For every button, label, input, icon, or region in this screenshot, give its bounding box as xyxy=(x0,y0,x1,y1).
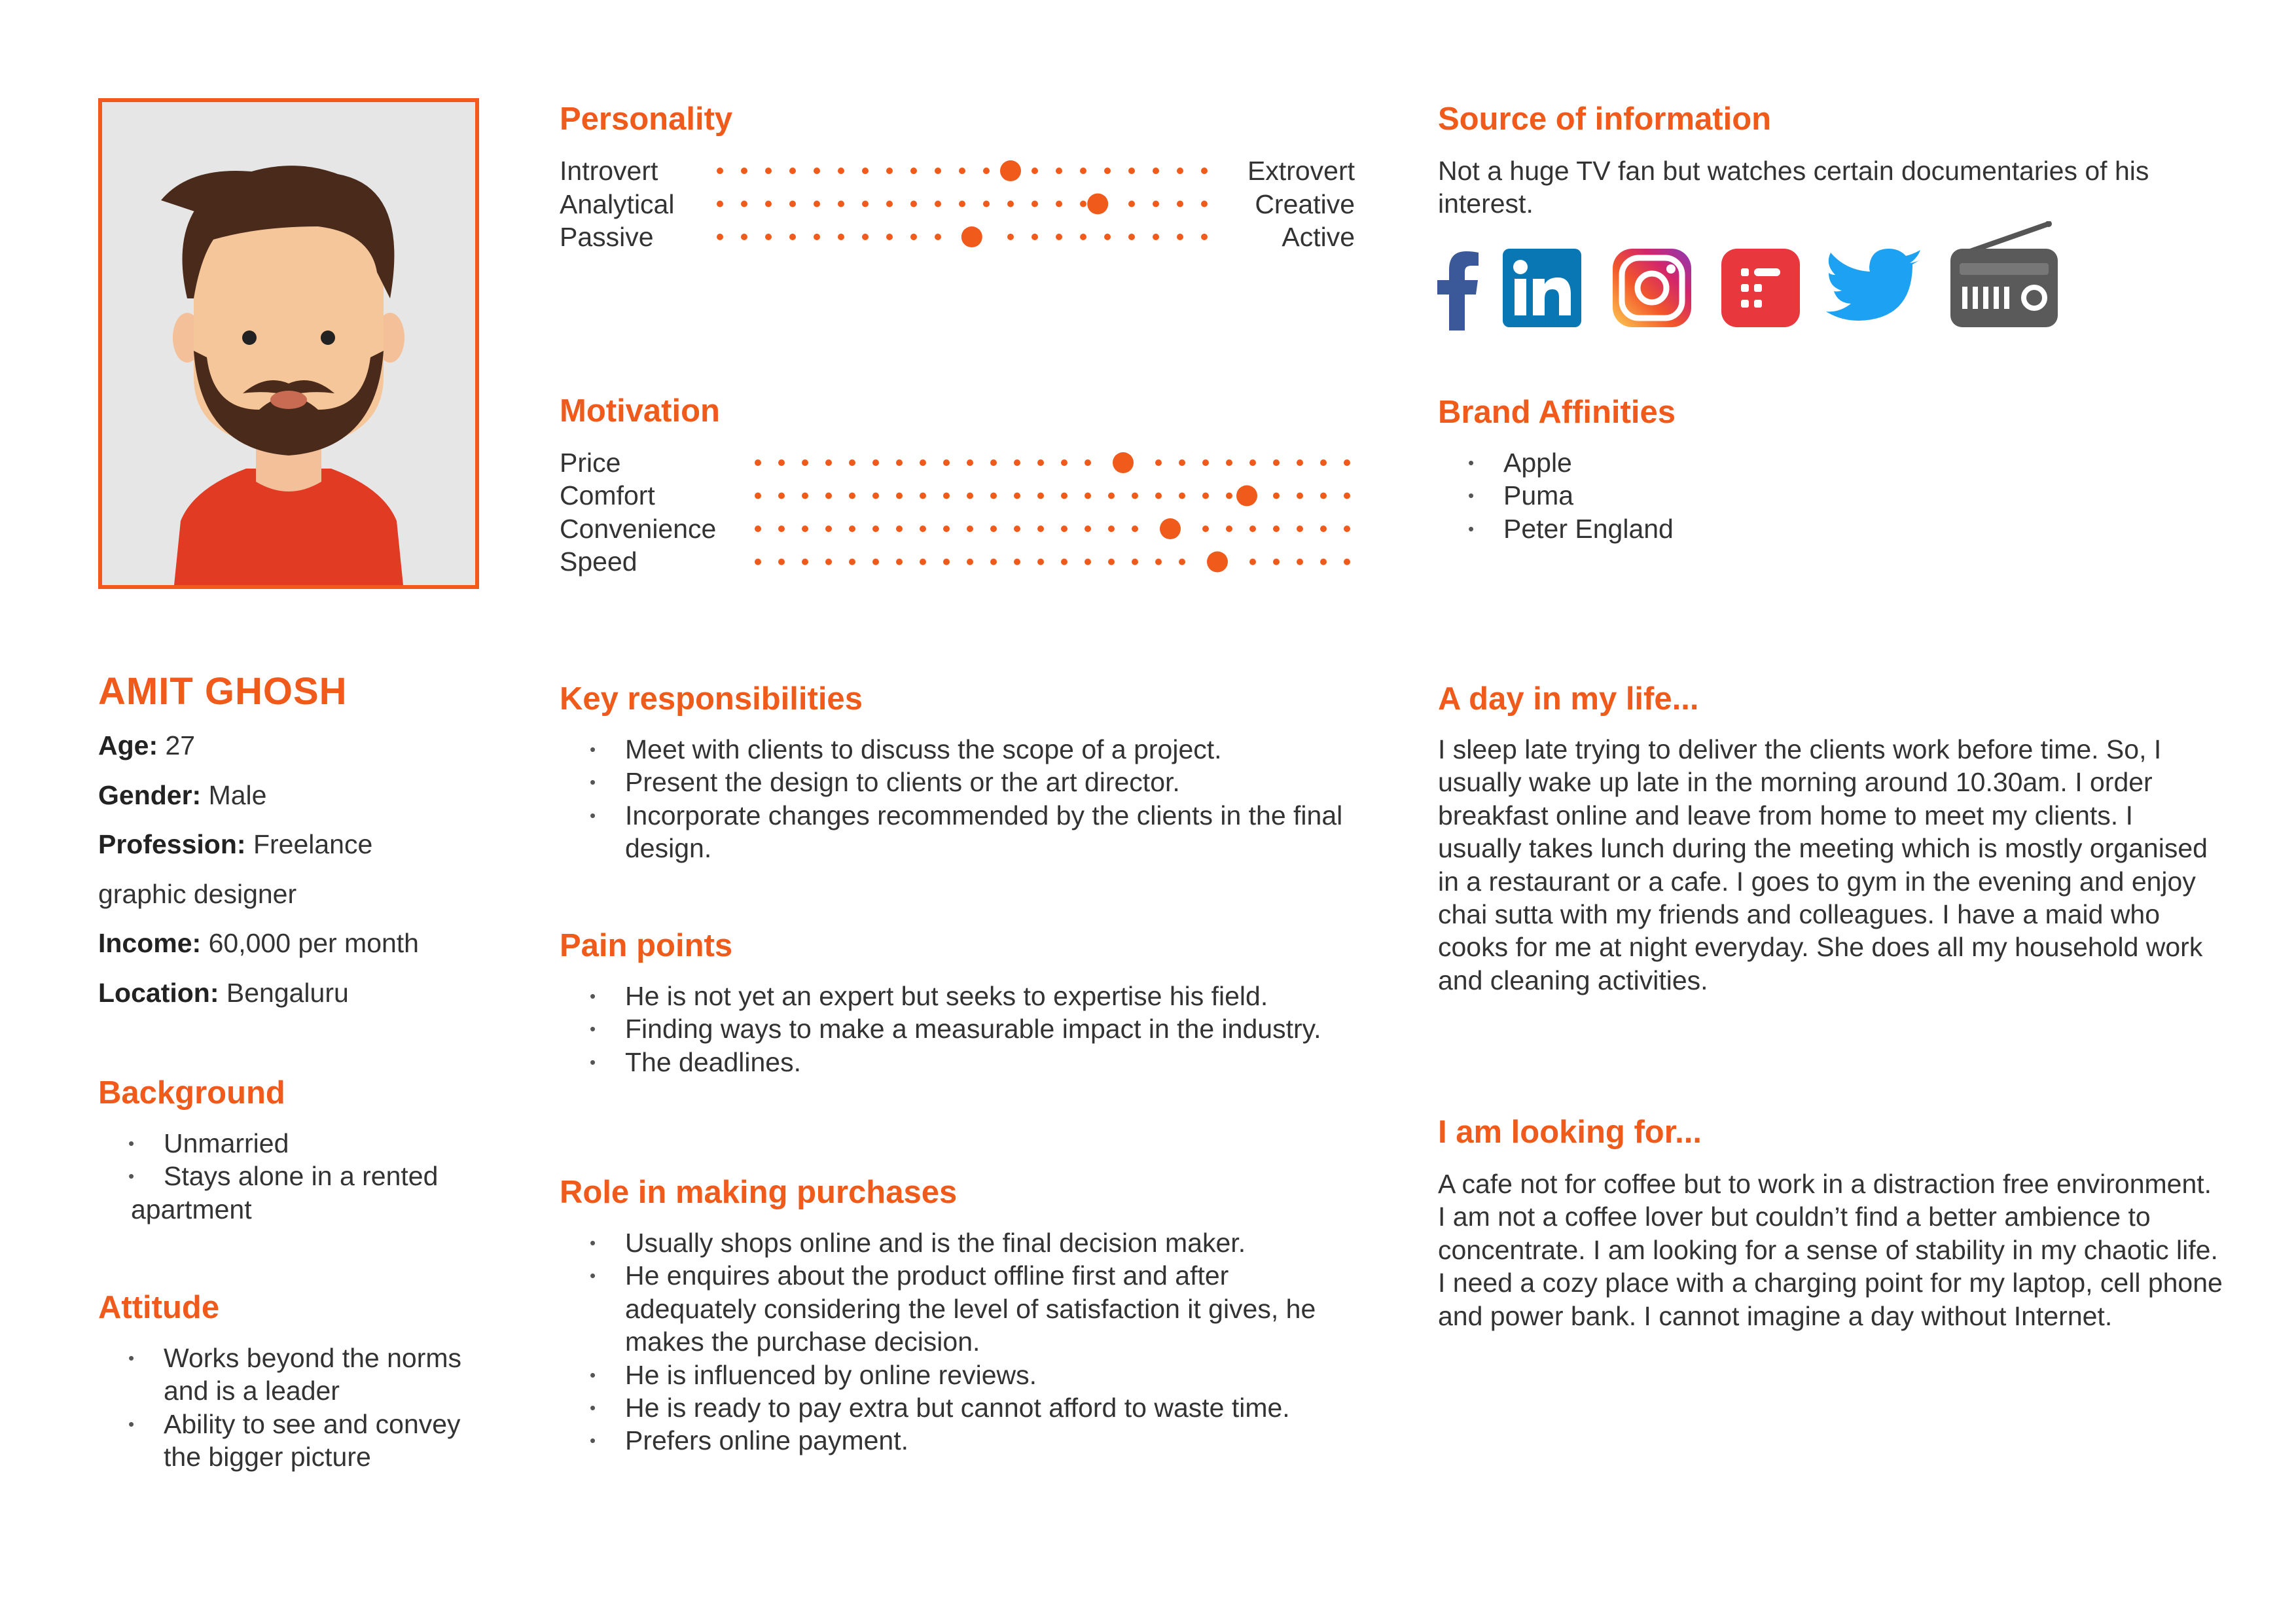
detail-location xyxy=(98,969,419,1018)
personality-right-label: Extrovert xyxy=(1247,156,1355,186)
linkedin-icon xyxy=(1503,249,1581,327)
detail-value: 27 xyxy=(158,730,196,760)
motivation-scale-dot xyxy=(1320,559,1327,565)
motivation-scale-dot xyxy=(1249,459,1256,466)
personality-scale-dot xyxy=(862,168,869,174)
personality-scale-dot xyxy=(935,201,941,207)
motivation-scale-dot xyxy=(920,559,926,565)
looking-text: A cafe not for coffee but to work in a distraction free environment. I am not a coffee lover but couldn’t find a better ambience to concentrate. I am looking for a sense of stability in my chaotic life. I need a cozy place with a charging point for my laptop, cell phone and power bank. I cannot imagine a day without Internet. xyxy=(1438,1169,2223,1331)
motivation-scale-dot xyxy=(1226,526,1232,532)
motivation-scale-dot xyxy=(778,459,785,466)
motivation-scale-dot xyxy=(825,459,832,466)
avatar-illustration xyxy=(102,102,475,585)
list-item: • Usually shops online and is the final decision maker. xyxy=(560,1226,1365,1259)
motivation-scale-dot xyxy=(849,493,855,499)
brands-list xyxy=(1438,446,1962,545)
personality-heading: Personality xyxy=(560,101,733,137)
motivation-scale-dot xyxy=(943,526,950,532)
detail-label: Income: xyxy=(98,928,202,958)
personality-scale-dot xyxy=(1128,201,1135,207)
list-item: • The deadlines. xyxy=(560,1046,1365,1079)
pain-points-list xyxy=(560,980,1365,1079)
motivation-scale-dot xyxy=(1320,526,1327,532)
motivation-scale-dot xyxy=(1320,493,1327,499)
personality-scale-dot xyxy=(1104,168,1111,174)
motivation-scale-dot xyxy=(967,493,973,499)
detail-value: Male xyxy=(201,779,267,810)
personality-left-label: Passive xyxy=(560,222,654,252)
instagram-icon xyxy=(1613,249,1691,327)
personality-scale-dot xyxy=(1080,234,1086,240)
personality-scale-marker xyxy=(961,226,982,247)
list-item: • Peter England xyxy=(1438,512,1962,545)
motivation-scale-dot xyxy=(896,526,903,532)
detail-value: Freelance xyxy=(245,829,373,859)
personality-scale-dot xyxy=(741,201,747,207)
personality-scale-dot xyxy=(935,168,941,174)
motivation-scale-dot xyxy=(1202,459,1209,466)
list-item: • Puma xyxy=(1438,479,1962,512)
list-item: • He is not yet an expert but seeks to expertise his field. xyxy=(560,980,1365,1012)
motivation-scale-dot xyxy=(967,526,973,532)
list-item: • He is influenced by online reviews. xyxy=(560,1359,1365,1391)
personality-scale-dot xyxy=(983,168,990,174)
motivation-scale-dot xyxy=(1344,559,1350,565)
personality-scale-dot xyxy=(838,201,844,207)
personality-scale-dot xyxy=(1080,168,1086,174)
purchases-heading: Role in making purchases xyxy=(560,1175,958,1210)
pain-points-heading: Pain points xyxy=(560,928,733,963)
persona-avatar xyxy=(98,98,479,589)
motivation-scale-dot xyxy=(1037,559,1044,565)
motivation-scale-dot xyxy=(849,559,855,565)
list-item: • Ability to see and convey the bigger picture xyxy=(98,1408,504,1474)
personality-scale-dot xyxy=(886,201,893,207)
motivation-scale-dot xyxy=(1061,459,1067,466)
personality-right-label: Active xyxy=(1282,222,1355,252)
personality-scale-dot xyxy=(765,234,772,240)
motivation-scale-dot xyxy=(872,526,879,532)
personality-scale-dot xyxy=(1031,234,1038,240)
motivation-scale-dot xyxy=(1344,526,1350,532)
motivation-scale-dot xyxy=(1179,559,1185,565)
personality-scale-dot xyxy=(1007,234,1014,240)
personality-scale-dot xyxy=(1056,168,1062,174)
motivation-scale-dot xyxy=(1155,493,1162,499)
motivation-scale-dot xyxy=(1226,459,1232,466)
motivation-scale-dot xyxy=(967,559,973,565)
motivation-scale-dot xyxy=(943,459,950,466)
list-item-continuation: apartment xyxy=(131,1194,252,1224)
motivation-scale-dot xyxy=(1014,559,1020,565)
motivation-scale-dot xyxy=(1061,526,1067,532)
motivation-scales xyxy=(758,446,1360,577)
motivation-scale-dot xyxy=(1014,459,1020,466)
personality-scale-dot xyxy=(1177,234,1183,240)
motivation-label: Speed xyxy=(560,546,637,577)
motivation-scale-dot xyxy=(755,559,761,565)
background-list xyxy=(98,1127,491,1226)
detail-label: Age: xyxy=(98,730,158,760)
motivation-scale-dot xyxy=(943,493,950,499)
personality-scale-dot xyxy=(910,201,917,207)
personality-scale-dot xyxy=(717,168,723,174)
motivation-scale-dot xyxy=(825,493,832,499)
personality-scale-dot xyxy=(789,168,796,174)
motivation-scale-dot xyxy=(1344,459,1350,466)
motivation-scale-dot xyxy=(920,459,926,466)
list-item: • Apple xyxy=(1438,446,1962,479)
motivation-scale-dot xyxy=(1202,526,1209,532)
detail-label: Gender: xyxy=(98,779,202,810)
motivation-scale-dot xyxy=(825,559,832,565)
motivation-label: Price xyxy=(560,448,621,478)
detail-profession xyxy=(98,820,419,870)
motivation-scale-dot xyxy=(1249,526,1256,532)
personality-scale-dot xyxy=(1104,234,1111,240)
motivation-scale-dot xyxy=(896,493,903,499)
detail-value: 60,000 per month xyxy=(201,928,419,958)
motivation-scale-dot xyxy=(778,493,785,499)
personality-scale-dot xyxy=(1177,201,1183,207)
motivation-scale-dot xyxy=(802,559,808,565)
purchases-list xyxy=(560,1226,1365,1457)
motivation-scale-dot xyxy=(755,526,761,532)
personality-scale-dot xyxy=(1177,168,1183,174)
personality-scale-dot xyxy=(765,168,772,174)
twitter-icon xyxy=(1826,249,1923,327)
motivation-scale-dot xyxy=(1132,526,1138,532)
personality-scale-dot xyxy=(741,234,747,240)
motivation-scale-dot xyxy=(1085,493,1091,499)
motivation-scale-dot xyxy=(1273,459,1280,466)
personality-scale-marker xyxy=(1087,194,1108,215)
detail-label: Location: xyxy=(98,977,219,1008)
motivation-scale-dot xyxy=(1344,493,1350,499)
motivation-scale-dot xyxy=(849,526,855,532)
motivation-scale-dot xyxy=(1132,493,1138,499)
detail-value: graphic designer xyxy=(98,878,297,909)
personality-scale-dot xyxy=(1128,168,1135,174)
personality-left-label: Analytical xyxy=(560,189,675,219)
detail-profession-cont xyxy=(98,870,419,919)
motivation-scale-dot xyxy=(872,459,879,466)
detail-age xyxy=(98,721,419,771)
personality-scale-dot xyxy=(1031,168,1038,174)
motivation-scale-dot xyxy=(990,493,997,499)
personality-scale-dot xyxy=(741,168,747,174)
list-item: • Meet with clients to discuss the scope of a project. xyxy=(560,733,1365,766)
personality-scale-dot xyxy=(789,201,796,207)
motivation-heading: Motivation xyxy=(560,393,720,429)
list-item: • Present the design to clients or the art director. xyxy=(560,766,1365,798)
persona-name: AMIT GHOSH xyxy=(98,670,348,713)
motivation-scale-dot xyxy=(1297,526,1303,532)
motivation-scale-dot xyxy=(1037,459,1044,466)
motivation-scale-dot xyxy=(802,459,808,466)
radio-icon xyxy=(1950,221,2058,327)
personality-scale-dot xyxy=(838,168,844,174)
detail-label: Profession: xyxy=(98,829,246,859)
attitude-heading: Attitude xyxy=(98,1290,220,1325)
motivation-scale-dot xyxy=(1297,493,1303,499)
personality-scale-dot xyxy=(1056,201,1062,207)
looking-heading: I am looking for... xyxy=(1438,1115,1702,1150)
personality-scale-dot xyxy=(717,234,723,240)
motivation-scale-dot xyxy=(872,559,879,565)
personality-scale-marker xyxy=(1000,160,1021,181)
personality-right-label: Creative xyxy=(1255,189,1355,219)
sources-text: Not a huge TV fan but watches certain documentaries of his interest. xyxy=(1438,156,2149,219)
motivation-scale-dot xyxy=(802,493,808,499)
motivation-scale-dot xyxy=(1132,559,1138,565)
personality-scale-dot xyxy=(1201,168,1208,174)
motivation-scale-dot xyxy=(990,459,997,466)
personality-scale-dot xyxy=(789,234,796,240)
motivation-scale-dot xyxy=(778,526,785,532)
attitude-list xyxy=(98,1342,504,1474)
personality-scale-dot xyxy=(886,234,893,240)
motivation-label: Convenience xyxy=(560,514,717,544)
personality-left-label: Introvert xyxy=(560,156,658,186)
personality-scale-dot xyxy=(1153,168,1159,174)
personality-scale-dot xyxy=(983,201,990,207)
motivation-scale-dot xyxy=(1249,559,1256,565)
motivation-scale-dot xyxy=(1108,526,1115,532)
motivation-scale-dot xyxy=(967,459,973,466)
motivation-scale-dot xyxy=(802,526,808,532)
personality-scale-dot xyxy=(1153,234,1159,240)
motivation-scale-dot xyxy=(1155,459,1162,466)
personality-scales xyxy=(720,154,1217,253)
personality-scale-dot xyxy=(1007,201,1014,207)
motivation-scale-dot xyxy=(1320,459,1327,466)
motivation-scale-marker xyxy=(1160,518,1181,539)
personality-scale-dot xyxy=(1056,234,1062,240)
personality-scale-dot xyxy=(935,234,941,240)
motivation-scale-dot xyxy=(920,526,926,532)
motivation-scale-dot xyxy=(1085,526,1091,532)
personality-scale-dot xyxy=(1128,234,1135,240)
motivation-scale-dot xyxy=(778,559,785,565)
day-heading: A day in my life... xyxy=(1438,681,1699,717)
motivation-scale-dot xyxy=(1179,493,1185,499)
personality-scale-dot xyxy=(910,234,917,240)
motivation-scale-dot xyxy=(1108,559,1115,565)
motivation-scale-dot xyxy=(943,559,950,565)
motivation-scale-dot xyxy=(1226,493,1232,499)
motivation-scale-dot xyxy=(1037,526,1044,532)
personality-scale-dot xyxy=(886,168,893,174)
list-item: • He is ready to pay extra but cannot afford to waste time. xyxy=(560,1391,1365,1424)
personality-scale-dot xyxy=(1031,201,1038,207)
motivation-scale-dot xyxy=(1155,559,1162,565)
background-heading: Background xyxy=(98,1075,285,1111)
list-item: • Stays alone in a rented xyxy=(98,1160,491,1192)
personality-scale-dot xyxy=(862,201,869,207)
sources-heading: Source of information xyxy=(1438,101,1772,137)
motivation-scale-dot xyxy=(1108,493,1115,499)
list-item: • Finding ways to make a measurable impact in the industry. xyxy=(560,1012,1365,1045)
list-item: • Works beyond the norms and is a leader xyxy=(98,1342,504,1408)
motivation-scale-dot xyxy=(1297,459,1303,466)
personality-scale-dot xyxy=(814,201,820,207)
motivation-scale-dot xyxy=(920,493,926,499)
personality-scale-dot xyxy=(814,234,820,240)
app-icon xyxy=(1721,249,1800,327)
motivation-scale-dot xyxy=(896,559,903,565)
motivation-scale-dot xyxy=(1037,493,1044,499)
motivation-scale-dot xyxy=(849,459,855,466)
personality-scale-dot xyxy=(814,168,820,174)
motivation-scale-dot xyxy=(872,493,879,499)
motivation-scale-dot xyxy=(1061,559,1067,565)
motivation-scale-dot xyxy=(1061,493,1067,499)
detail-income xyxy=(98,919,419,969)
motivation-scale-dot xyxy=(990,559,997,565)
motivation-scale-dot xyxy=(1179,459,1185,466)
list-item: • He enquires about the product offline first and after adequately considering the level of satisfaction it gives, he makes the purchase decision. xyxy=(560,1259,1365,1358)
motivation-scale-dot xyxy=(1085,559,1091,565)
personality-scale-dot xyxy=(765,201,772,207)
personality-scale-dot xyxy=(862,234,869,240)
personality-scale-dot xyxy=(959,201,965,207)
day-text: I sleep late trying to deliver the clients work before time. So, I usually wake up late in the morning around 10.30am. I order breakfast online and leave from home to meet my clients. I usually takes lunch during the meeting which is mostly organised in a restaurant or a cafe. I goes to gym in the evening and enjoy chai sutta with my friends and colleagues. I have a maid who cooks for me at night everyday. She does all my household work and cleaning activities. xyxy=(1438,734,2208,995)
motivation-scale-dot xyxy=(896,459,903,466)
motivation-scale-dot xyxy=(1273,526,1280,532)
motivation-label: Comfort xyxy=(560,480,655,510)
facebook-icon xyxy=(1435,249,1480,330)
motivation-scale-dot xyxy=(755,459,761,466)
list-item: • Prefers online payment. xyxy=(560,1424,1365,1457)
motivation-scale-marker xyxy=(1236,486,1257,507)
motivation-scale-marker xyxy=(1207,552,1228,573)
personality-scale-dot xyxy=(959,168,965,174)
personality-scale-dot xyxy=(1080,201,1086,207)
motivation-scale-dot xyxy=(825,526,832,532)
responsibilities-list xyxy=(560,733,1365,865)
motivation-scale-dot xyxy=(1085,459,1091,466)
responsibilities-heading: Key responsibilities xyxy=(560,681,863,717)
motivation-scale-marker xyxy=(1113,452,1134,473)
list-item: • Incorporate changes recommended by the clients in the final design. xyxy=(560,799,1365,865)
motivation-scale-dot xyxy=(1014,493,1020,499)
personality-scale-dot xyxy=(1201,234,1208,240)
motivation-scale-dot xyxy=(1297,559,1303,565)
detail-value: Bengaluru xyxy=(219,977,349,1008)
motivation-scale-dot xyxy=(755,493,761,499)
personality-scale-dot xyxy=(717,201,723,207)
personality-scale-dot xyxy=(1201,201,1208,207)
persona-details xyxy=(98,721,419,1018)
motivation-scale-dot xyxy=(1202,493,1209,499)
personality-scale-dot xyxy=(910,168,917,174)
motivation-scale-dot xyxy=(1273,493,1280,499)
personality-scale-dot xyxy=(1153,201,1159,207)
detail-gender xyxy=(98,771,419,821)
personality-scale-dot xyxy=(838,234,844,240)
motivation-scale-dot xyxy=(1014,526,1020,532)
list-item: • Unmarried xyxy=(98,1127,491,1160)
motivation-scale-dot xyxy=(1273,559,1280,565)
brands-heading: Brand Affinities xyxy=(1438,395,1676,430)
motivation-scale-dot xyxy=(990,526,997,532)
